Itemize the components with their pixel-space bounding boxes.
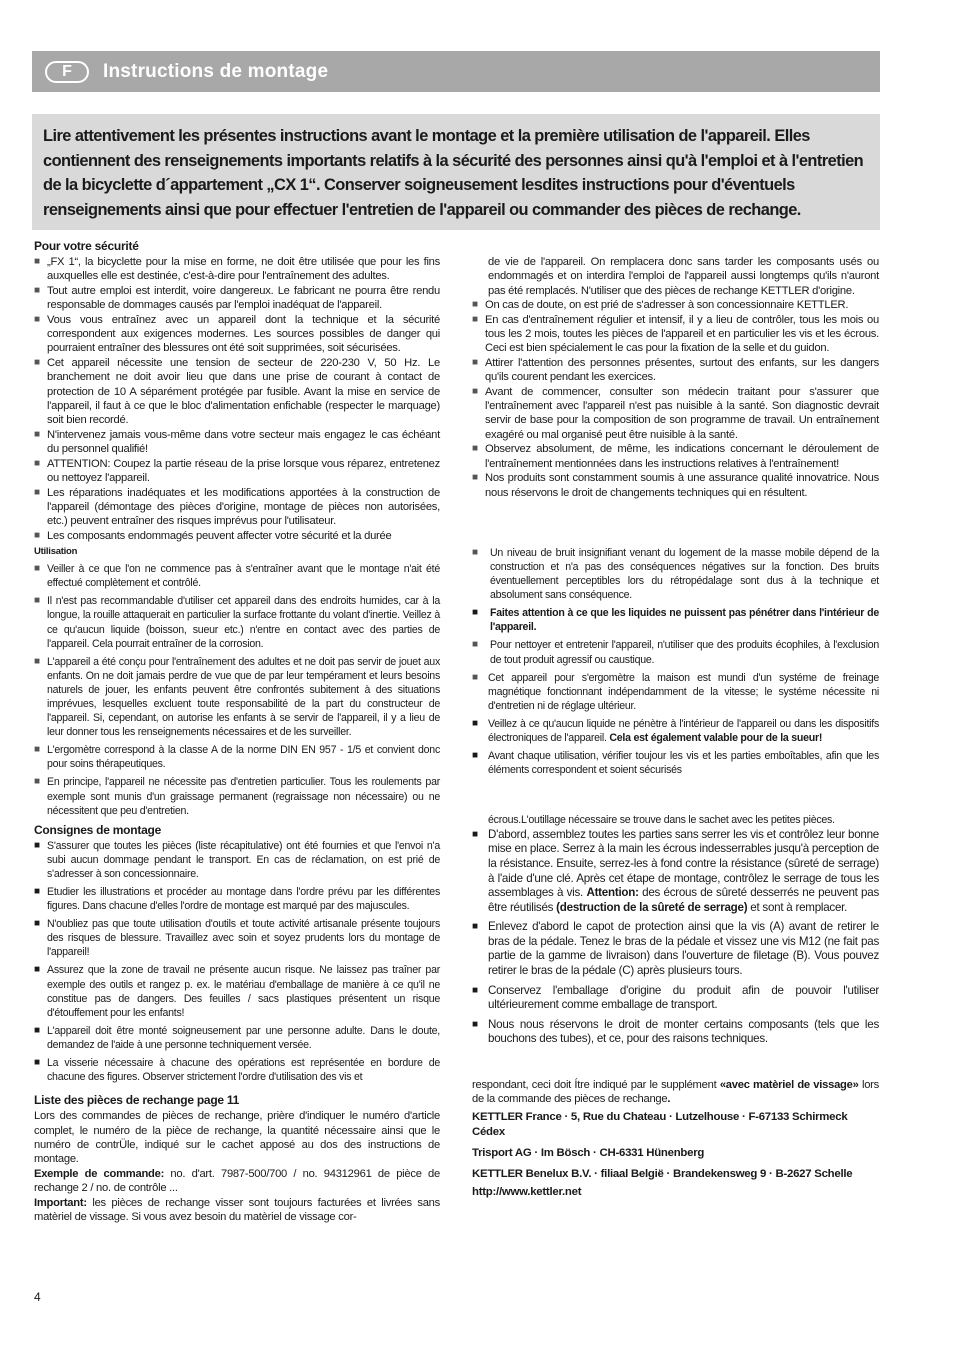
utilisation-title: Utilisation xyxy=(34,546,78,558)
right-column xyxy=(472,255,879,1200)
list-item: ■ L'appareil a été conçu pour l'entraînement des adultes et ne doit pas servir de jouet aux enfants. On ne doit jamais perdre de vue que de par leur tempérament et leurs besoins naturels de jouer, les enfants peuvent être confrontés subitement à des situations imprévues, lesquelles excluent toute responsabilité de la part du constructeur de l'appareil. Si, cependant, on autorise les enfants à se servir de l'appareil, il y a lieu de leur donner tous les renseignements nécessaires et de les surveiller. xyxy=(34,655,440,739)
bullet-icon: ■ xyxy=(34,744,40,756)
list-item: ■ Veillez à ce qu'aucun liquide ne pénètre à l'intérieur de l'appareil ou dans les dispositifs électroniques de l'appareil. Cela est également valable pour de la sueur! xyxy=(472,717,879,745)
bullet-icon: ■ xyxy=(34,457,40,469)
bullet-icon: ■ xyxy=(34,918,40,930)
bullet-icon: ■ xyxy=(472,717,478,729)
bullet-icon: ■ xyxy=(472,750,478,762)
continuation-text: écrous.L'outillage nécessaire se trouve dans le sachet avec les petites pièces. xyxy=(488,814,835,827)
list-item: ■ Etudier les illustrations et procéder au montage dans l'ordre prévu par les différentes figures. Dans chacune d'elles l'ordre de montage est marqué par des majuscules. xyxy=(34,886,440,913)
website-link[interactable]: http://www.kettler.net xyxy=(472,1185,582,1198)
continuation-text: de vie de l'appareil. On remplacera donc sans tarder les composants usés ou endommagés et on interdira l'emploi de l'appareil aussi longtemps qu'ils n'auront pas été remplacés. N'utiliser que des pièces de rechange KETTLER d'origine. xyxy=(488,256,879,297)
list-item: ■ En cas d'entraînement régulier et intensif, il y a lieu de contrôler, tous les mois ou tous les 2 mois, toutes les pièces de l'appareil et en particulier les vis et les écrous. Ceci est bien spécialement le cas pour la fixation de la selle et du guidon. xyxy=(472,313,879,355)
spacer xyxy=(472,781,879,813)
list-item: ■ Les réparations inadéquates et les modifications apportées à la construction de l'appareil (démontage des pièces d'origine, montage de pièces non autorisées, etc.) peuvent entraîner des risques imprévus pour l'utilisateur. xyxy=(34,486,440,528)
page-title: Instructions de montage xyxy=(103,60,329,82)
list-item: ■ Conservez l'emballage d'origine du produit afin de pouvoir l'utiliser ultérieurement comme emballage de transport. xyxy=(472,983,879,1012)
bullet-icon: ■ xyxy=(34,356,40,368)
address-france: KETTLER France · 5, Rue du Chateau · Lutzelhouse · F-67133 Schirmeck Cédex xyxy=(472,1110,848,1138)
list-item: ■ Avant de commencer, consulter son médecin traitant pour s'assurer que l'entraînement avec l'appareil n'est pas nuisible à la santé. Son diagnostic devrait servir de base pour la composition de son programme de travail. Un entraînement exagéré ou mal organisé peut être nuisible à la santé. xyxy=(472,385,879,441)
list-item: ■ Avant chaque utilisation, vérifier toujour les vis et les parties emboîtables, afin que les éléments correspondent et soient sécurisés xyxy=(472,750,879,777)
bullet-icon: ■ xyxy=(472,607,478,619)
bullet-icon: ■ xyxy=(472,472,478,484)
list-item: ■ La visserie nécessaire à chacune des opérations est représentée en bordure de chacune des figures. Observer strictement l'ordre d'utilisation des vis et xyxy=(34,1057,440,1084)
liste-paragraph: Lors des commandes de pièces de rechange, prière d'indiquer le numéro d'article complet, le numéro de la pièce de rechange, la quantité nécessaire ainsi que le numéro de contrÜle, indiqué sur le cachet apposé au dos des instructions de montage. xyxy=(34,1110,440,1166)
spacer xyxy=(472,1052,879,1078)
list-item: ■ Tout autre emploi est interdit, voire dangereux. Le fabricant ne pourra être rendu responsable de dommages causés par l'emploi inadéquat de l'appareil. xyxy=(34,284,440,312)
bullet-icon: ■ xyxy=(472,984,478,996)
bullet-icon: ■ xyxy=(34,313,40,325)
spacer xyxy=(472,500,879,546)
list-item: ■ N'intervenez jamais vous-même dans votre secteur mais engagez le cas échéant du personnel qualifié! xyxy=(34,428,440,456)
left-column xyxy=(34,238,440,1224)
list-item: ■ Un niveau de bruit insignifiant venant du logement de la masse mobile dépend de la construction et n'a pas des conséquences négatives sur la fonction. Des bruits éventuellement perceptibles lors du rétropédalage sont dus à la technique et absolument sans conséquence. xyxy=(472,546,879,602)
bullet-icon: ■ xyxy=(34,529,40,541)
bullet-icon: ■ xyxy=(34,256,40,267)
bullet-icon: ■ xyxy=(34,563,40,575)
list-item: ■ Enlevez d'abord le capot de protection ainsi que la vis (A) avant de retirer le bras de la pédale. Tenez le bras de la pédale et vissez une vis M12 (ne fait pas partie de la gamme de livraison) dans l'ouverture de filetage (B). Vous pouvez retirer le bras de la pédale (C) après plusieurs tours. xyxy=(472,920,879,978)
address-benelux: KETTLER Benelux B.V. · filiaal België · Brandekensweg 9 · B-2627 Schelle xyxy=(472,1167,853,1180)
liste-title: Liste des pièces de rechange page 11 xyxy=(34,1093,240,1108)
bullet-icon: ■ xyxy=(472,356,478,368)
bullet-icon: ■ xyxy=(472,385,478,397)
list-item: ■ Il n'est pas recommandable d'utiliser cet appareil dans des endroits humides, car à la longue, la rouille attaquerait en particulier la surface frottante du volant d'inertie. Veillez à ce qu'aucun liquide (boisson, sueur etc.) n'entre en contact avec des parties de l'appareil. Cela pourrait entraîner de la corrosion. xyxy=(34,595,440,650)
securite-title: Pour votre sécurité xyxy=(34,239,139,253)
list-item: ■ Faites attention à ce que les liquides ne puissent pas pénétrer dans l'intérieur de l'appareil. xyxy=(472,607,879,634)
exemple-paragraph: Exemple de commande: no. d'art. 7987-500/700 / no. 94312961 de pièce de rechange 2 / no. de contrôle ... xyxy=(34,1167,440,1195)
list-item: ■ Les composants endommagés peuvent affecter votre sécurité et la durée xyxy=(34,529,392,542)
bullet-icon: ■ xyxy=(472,828,478,840)
bullet-icon: ■ xyxy=(34,1057,40,1069)
list-item: ■ L'ergomètre correspond à la classe A de la norme DIN EN 957 - 1/5 et convient donc pour soins thérapeutiques. xyxy=(34,744,440,771)
language-badge: F xyxy=(45,61,89,83)
list-item: ■ Nous nous réservons le droit de monter certains composants (tels que les bouchons des tubes), et ce, pour des raisons techniques. xyxy=(472,1017,879,1046)
address-swiss: Trisport AG · Im Bösch · CH-6331 Hünenberg xyxy=(472,1146,705,1159)
list-item: ■ Cet appareil nécessite une tension de secteur de 220-230 V, 50 Hz. Le branchement ne doit avoir lieu que dans une prise de courant à contact de protection de 10 A séparément protégée par fusible. Avant la mise en service de l'appareil, il faut à ce que le bloc d'alimentation enfichable (respecter le marquage) soit bien recordé. xyxy=(34,356,440,427)
list-item: ■ On cas de doute, on est prié de s'adresser à son concessionnaire KETTLER. xyxy=(472,299,849,312)
bullet-icon: ■ xyxy=(472,921,478,933)
bullet-icon: ■ xyxy=(34,284,40,296)
bullet-icon: ■ xyxy=(472,639,478,651)
list-item: ■ Nos produits sont constamment soumis à une assurance qualité innovatrice. Nous nous réservons le droit de changements techniques qui en résultent. xyxy=(472,472,879,499)
bullet-icon: ■ xyxy=(34,1024,40,1036)
bullet-icon: ■ xyxy=(34,964,40,976)
bullet-icon: ■ xyxy=(472,443,478,455)
intro-box: Lire attentivement les présentes instructions avant le montage et la première utilisation de l'appareil. Elles contiennent des renseignements importants relatifs à la sécurité des personnes ainsi qu'à l'emploi et à l'entretien de la bicyclette d´appartement „CX 1“. Conserver soigneusement lesdites instructions pour d'éventuels renseignements ainsi que pour effectuer l'entretien de l'appareil ou commander des pièces de rechange. xyxy=(32,114,880,230)
bullet-icon: ■ xyxy=(472,671,478,683)
list-item: ■ En principe, l'appareil ne nécessite pas d'entretien particulier. Tous les roulements par exemple sont munis d'un graissage permanent (regraissage non nécessaire) ou ne nécessitent que peu d'entretien. xyxy=(34,776,440,817)
bullet-icon: ■ xyxy=(34,486,40,498)
list-item: ■ Veiller à ce que l'on ne commence pas à s'entraîner avant que le montage n'ait été effectué complètement et contrôlé. xyxy=(34,563,440,590)
list-item: ■ Observez absolument, de même, les indications concernant le déroulement de l'entraînement mentionnées dans les instructions relatives à l'entraînement! xyxy=(472,443,879,470)
list-item: ■ „FX 1“, la bicyclette pour la mise en forme, ne doit être utilisée que pour les fins auxquelles elle est destinée, c'est-à-dire pour l'entraînement des adultes. xyxy=(34,256,440,283)
list-item: ■ Pour nettoyer et entretenir l'appareil, n'utiliser que des produits écophiles, à l'exclusion de tout produit agressif ou caustique. xyxy=(472,639,879,666)
liste-continuation: respondant, ceci doit Ítre indiqué par le supplément «avec matèriel de vissage» lors de la commande des pièces de rechange. xyxy=(472,1079,879,1106)
list-item: ■ N'oubliez pas que toute utilisation d'outils et toute activité artisanale présente toujours des risques de blessure. Travaillez avec soin et soyez prudents lors du montage de l'appareil! xyxy=(34,918,440,959)
list-item: ■ Attirer l'attention des personnes présentes, surtout des enfants, sur les dangers qu'ils courent pendant les exercices. xyxy=(472,356,879,384)
page-number: 4 xyxy=(34,1290,41,1304)
bullet-icon: ■ xyxy=(472,313,478,325)
consignes-title: Consignes de montage xyxy=(34,822,162,837)
list-item: ■ L'appareil doit être monté soigneusement par une personne adulte. Dans le doute, demandez de l'aide à une personne techniquement versée. xyxy=(34,1024,440,1051)
bullet-icon: ■ xyxy=(472,1018,478,1030)
bullet-icon: ■ xyxy=(34,428,40,440)
bullet-icon: ■ xyxy=(34,776,40,788)
bullet-icon: ■ xyxy=(34,655,40,667)
section-header xyxy=(32,51,880,92)
bullet-icon: ■ xyxy=(34,595,40,607)
list-item: ■ Cet appareil pour s'ergomètre la maison est mundi d'un systéme de freinage magnétique fonctionnant indépendamment de la vitesse; le systéme nécessite ni d'entretien ni de réglage ultérieur. xyxy=(472,671,879,712)
list-item: ■ Vous vous entraînez avec un appareil dont la technique et la sécurité correspondent aux exigences modernes. Les sources possibles de danger qui pourraient entraîner des blessures ont été soit supprimées, soit sécurisées. xyxy=(34,313,440,355)
bullet-icon: ■ xyxy=(34,886,40,897)
list-item: ■ Assurez que la zone de travail ne présente aucun risque. Ne laissez pas traîner par exemple des outils et rangez p. ex. le matériau d'emballage de manière à ce qu'il ne constitue pas de dangers. Des feuilles / sacs plastiques présentent un risque d'étouffement pour les enfants! xyxy=(34,964,440,1019)
bullet-icon: ■ xyxy=(472,546,478,558)
list-item: ■ S'assurer que toutes les pièces (liste récapitulative) ont été fournies et que l'envoi n'a subi aucun dommage pendant le transport. En cas de réclamation, on est prié de s'adresser à son concessionnaire. xyxy=(34,839,440,880)
bullet-icon: ■ xyxy=(472,299,478,311)
list-item: ■ D'abord, assemblez toutes les parties sans serrer les vis et contrôlez leur bonne mise en place. Serrez à la main les écrous indesserrables jusqu'à perception de la résistance. Ensuite, serrez-les à fond contre la résistance (sûreté de serrage) à l'aide d'une clé. Après cet étape de montage, contrôlez le serrage de tous les assemblages à vis. Attention: des écrous de sûreté desserrés ne peuvent pas être réutilisés (destruction de la sûreté de serrage) et sont à remplacer. xyxy=(472,827,879,914)
bullet-icon: ■ xyxy=(34,839,40,851)
important-paragraph: Important: les pièces de rechange visser sont toujours facturées et livrées sans matèriel de vissage. Si vous avez besoin du matèriel de vissage cor- xyxy=(34,1196,440,1224)
list-item: ■ ATTENTION: Coupez la partie réseau de la prise lorsque vous réparez, entretenez ou nettoyez l'appareil. xyxy=(34,457,440,485)
